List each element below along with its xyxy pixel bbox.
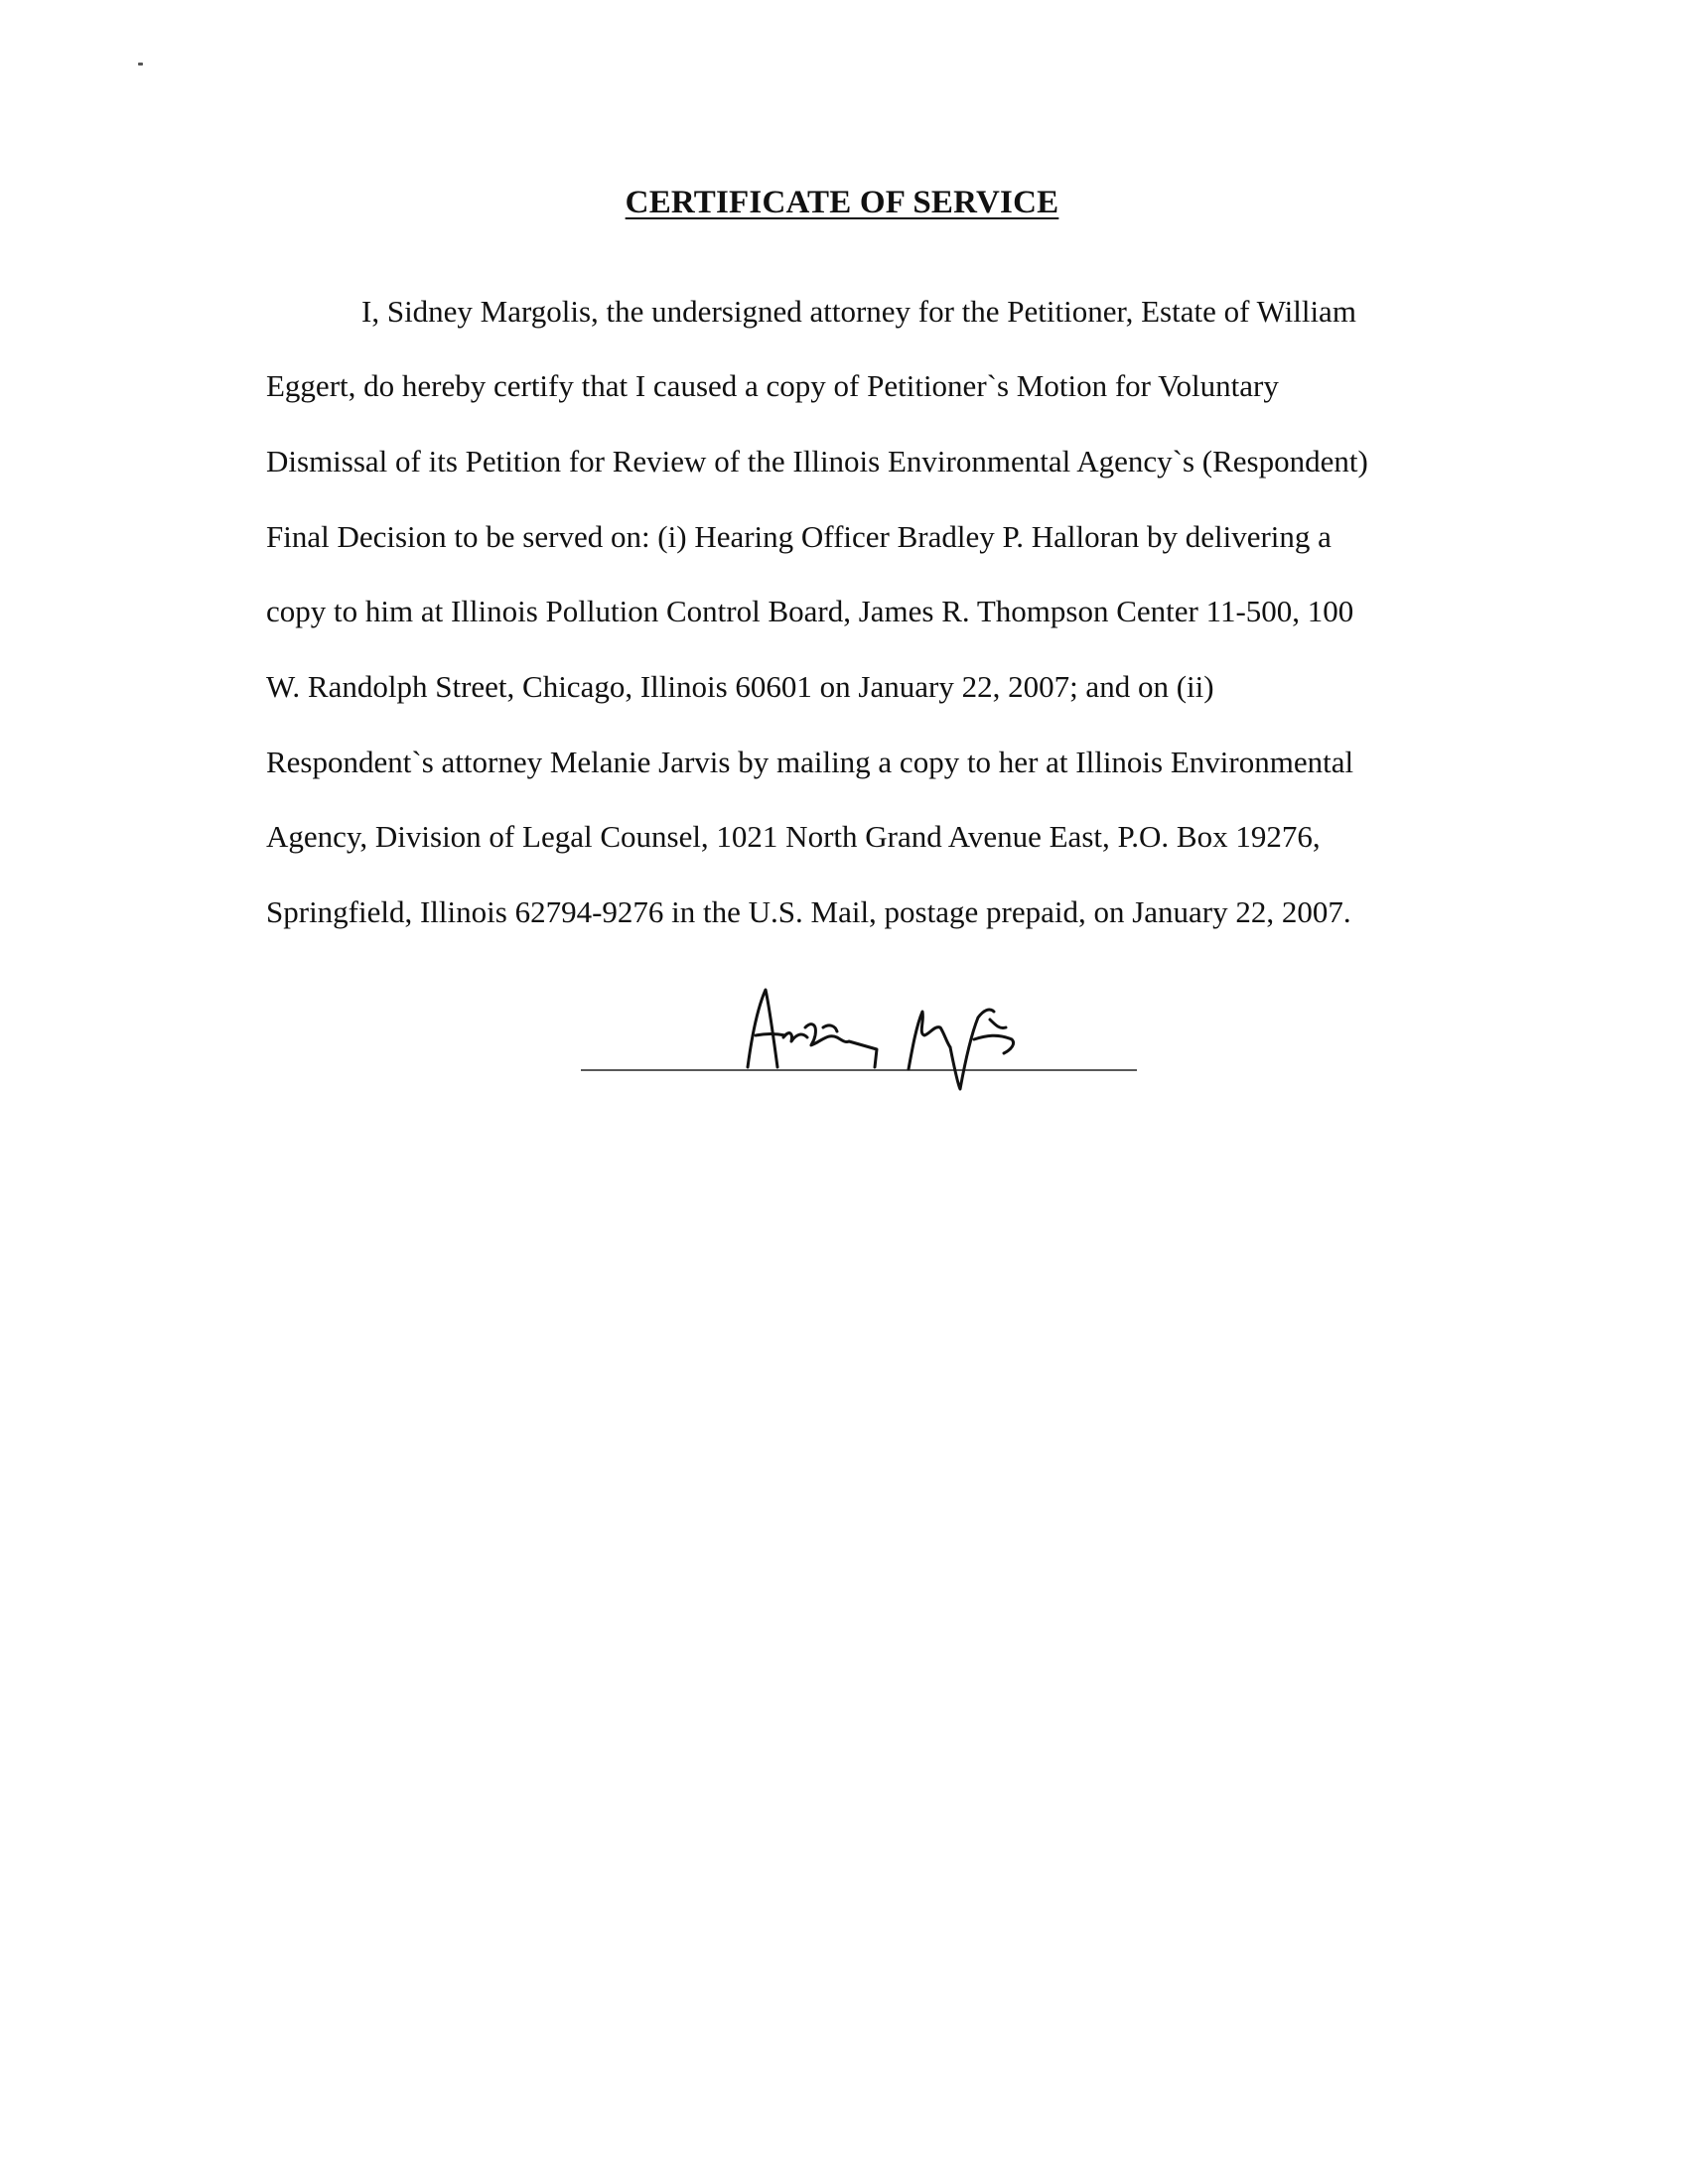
body-line-1: I, Sidney Margolis, the undersigned attorney for the Petitioner, Estate of William <box>361 294 1356 329</box>
document-title: CERTIFICATE OF SERVICE <box>625 185 1059 220</box>
body-line-3: Dismissal of its Petition for Review of the Illinois Environmental Agency`s (Respondent) <box>266 444 1368 478</box>
body-line-9: Springfield, Illinois 62794-9276 in the U.S. Mail, postage prepaid, on January 22, 2007. <box>266 894 1351 929</box>
signature-icon <box>581 968 1137 1087</box>
body-line-8: Agency, Division of Legal Counsel, 1021 North Grand Avenue East, P.O. Box 19276, <box>266 819 1321 854</box>
body-line-6: W. Randolph Street, Chicago, Illinois 60601 on January 22, 2007; and on (ii) <box>266 669 1214 704</box>
body-line-5: copy to him at Illinois Pollution Control Board, James R. Thompson Center 11-500, 100 <box>266 594 1354 628</box>
body-line-2: Eggert, do hereby certify that I caused a copy of Petitioner`s Motion for Voluntary <box>266 368 1279 403</box>
body-line-4: Final Decision to be served on: (i) Hearing Officer Bradley P. Halloran by delivering a <box>266 519 1332 554</box>
signature-strokes <box>748 990 1014 1089</box>
scan-speck <box>138 63 143 66</box>
body-line-7: Respondent`s attorney Melanie Jarvis by mailing a copy to her at Illinois Environmental <box>266 745 1354 779</box>
signature-block <box>581 968 1137 1087</box>
